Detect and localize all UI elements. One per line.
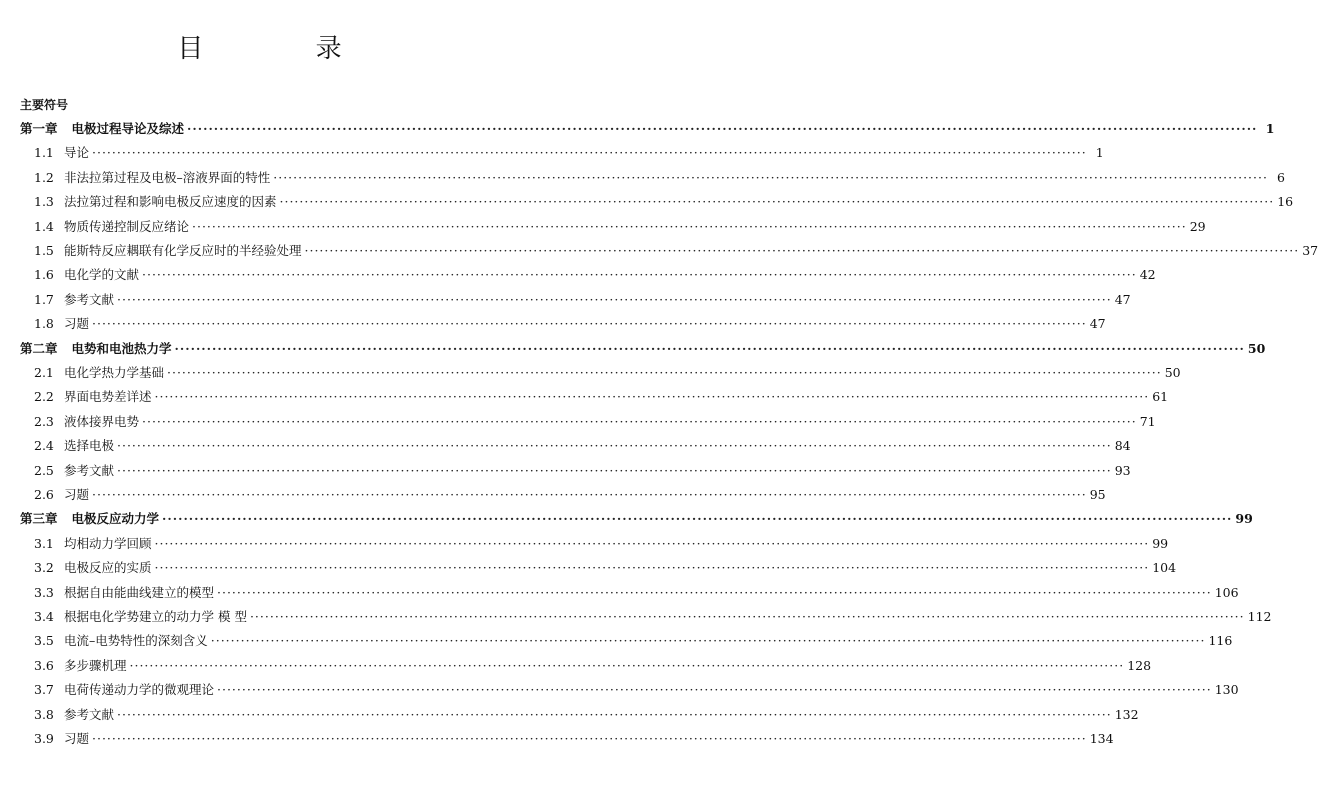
dot-leader: ········································································································································································································ <box>154 535 1150 551</box>
entry-page-number: 16 <box>1277 194 1294 210</box>
toc-chapter-entry <box>20 337 1266 361</box>
toc-section-entry <box>34 190 1294 214</box>
entry-title: 根据自由能曲线建立的模型 <box>64 584 215 600</box>
entry-page-number: 1 <box>1265 121 1275 136</box>
toc-section-entry <box>34 483 1106 507</box>
toc-section-entry <box>34 239 1318 263</box>
entry-page-number: 93 <box>1114 462 1131 478</box>
entry-number: 3.7 <box>34 682 54 698</box>
entry-number: 3.3 <box>34 584 54 600</box>
entry-number: 3.6 <box>34 657 54 673</box>
entry-number: 2.3 <box>34 413 54 429</box>
toc-section-entry <box>34 263 1156 287</box>
entry-title: 电流–电势特性的深刻含义 <box>64 633 208 649</box>
entry-number: 3.4 <box>34 609 54 624</box>
entry-number: 1.5 <box>34 243 54 258</box>
entry-number: 3.1 <box>34 535 54 551</box>
entry-page-number: 61 <box>1152 389 1169 405</box>
toc-section-entry <box>34 629 1233 653</box>
dot-leader: ········································································································································································································ <box>210 633 1206 649</box>
symbols-heading: 主要符号 <box>20 98 69 112</box>
entry-page-number: 134 <box>1089 731 1114 746</box>
entry-title: 参考文献 <box>64 291 115 307</box>
dot-leader: ········································································································································································································ <box>162 511 1233 527</box>
toc-section-entry <box>34 141 1104 165</box>
entry-page-number: 130 <box>1214 682 1239 698</box>
entry-page-number: 106 <box>1214 584 1239 600</box>
toc-section-entry <box>34 556 1177 580</box>
entry-page-number: 47 <box>1114 291 1131 307</box>
dot-leader: ········································································································································································································ <box>167 365 1162 380</box>
entry-page-number: 95 <box>1089 487 1106 502</box>
entry-number: 2.1 <box>34 365 54 380</box>
entry-title: 多步骤机理 <box>64 657 127 673</box>
toc-section-entry <box>34 288 1131 312</box>
entry-number: 第二章 <box>20 340 58 356</box>
toc-section-entry <box>34 361 1181 385</box>
toc-chapter-entry <box>20 507 1253 531</box>
entry-page-number: 50 <box>1164 365 1181 380</box>
toc-section-entry <box>34 215 1206 239</box>
entry-page-number: 71 <box>1139 413 1156 429</box>
dot-leader: ········································································································································································································ <box>92 487 1087 502</box>
toc-section-entry <box>34 605 1272 629</box>
entry-number: 1.2 <box>34 169 54 185</box>
entry-title: 选择电极 <box>64 438 115 454</box>
entry-page-number: 104 <box>1152 560 1177 576</box>
entry-title: 液体接界电势 <box>64 413 140 429</box>
entry-number: 1.6 <box>34 267 54 283</box>
toc-section-entry <box>34 581 1239 605</box>
entry-number: 1.4 <box>34 218 54 234</box>
toc-section-entry <box>34 654 1152 678</box>
entry-page-number: 50 <box>1247 340 1266 356</box>
entry-title: 电极反应动力学 <box>71 511 160 527</box>
entry-title: 非法拉第过程及电极–溶液界面的特性 <box>64 169 271 185</box>
toc-section-entry <box>34 703 1139 727</box>
entry-number: 2.6 <box>34 487 54 502</box>
entry-page-number: 47 <box>1089 316 1106 332</box>
toc-section-entry <box>34 410 1156 434</box>
dot-leader: ········································································································································································································ <box>249 609 1245 624</box>
entry-title: 电极过程导论及综述 <box>71 121 185 136</box>
dot-leader: ········································································································································································································ <box>217 584 1212 600</box>
dot-leader: ········································································································································································································ <box>279 194 1275 210</box>
entry-number: 2.5 <box>34 462 54 478</box>
entry-title: 能斯特反应耦联有化学反应时的半经验处理 <box>64 243 302 258</box>
toc-section-entry <box>34 678 1239 702</box>
entry-title: 电荷传递动力学的微观理论 <box>64 682 215 698</box>
entry-page-number: 132 <box>1114 706 1139 722</box>
toc-chapter-entry <box>20 117 1275 141</box>
entry-title: 电极反应的实质 <box>64 560 152 576</box>
entry-page-number: 37 <box>1302 243 1318 258</box>
dot-leader: ········································································································································································································ <box>129 657 1125 673</box>
toc-section-entry <box>34 532 1169 556</box>
entry-number: 1.1 <box>34 145 54 161</box>
entry-page-number: 99 <box>1235 511 1253 527</box>
entry-title: 均相动力学回顾 <box>64 535 152 551</box>
dot-leader: ········································································································································································································ <box>117 291 1112 307</box>
entry-page-number: 128 <box>1127 657 1152 673</box>
entry-number: 1.7 <box>34 291 54 307</box>
toc-section-entry <box>34 459 1131 483</box>
dot-leader: ········································································································································································································ <box>117 706 1112 722</box>
entry-page-number: 29 <box>1189 218 1206 234</box>
entry-title: 习题 <box>64 316 90 332</box>
entry-page-number: 42 <box>1139 267 1156 283</box>
dot-leader: ········································································································································································································ <box>117 462 1112 478</box>
entry-page-number: 112 <box>1247 609 1272 624</box>
entry-number: 3.2 <box>34 560 54 576</box>
dot-leader: ········································································································································································································ <box>192 218 1187 234</box>
dot-leader: ········································································································································································································ <box>154 389 1150 405</box>
dot-leader: ········································································································································································································ <box>92 145 1087 161</box>
toc-section-entry <box>34 434 1131 458</box>
dot-leader: ········································································································································································································ <box>217 682 1212 698</box>
entry-title: 界面电势差详述 <box>64 389 152 405</box>
page-title: 目 录 <box>177 34 394 64</box>
entry-title: 根据电化学势建立的动力学 模 型 <box>64 609 247 624</box>
dot-leader: ········································································································································································································ <box>273 169 1268 185</box>
dot-leader: ········································································································································································································ <box>142 267 1137 283</box>
entry-title: 电势和电池热力学 <box>71 340 172 356</box>
entry-title: 物质传递控制反应绪论 <box>64 218 190 234</box>
dot-leader: ········································································································································································································ <box>117 438 1112 454</box>
entry-page-number: 1 <box>1095 145 1104 161</box>
toc-section-entry <box>34 727 1114 751</box>
entry-title: 参考文献 <box>64 462 115 478</box>
entry-title: 电化学热力学基础 <box>64 365 165 380</box>
dot-leader: ········································································································································································································ <box>304 243 1300 258</box>
dot-leader: ········································································································································································································ <box>142 413 1137 429</box>
dot-leader: ········································································································································································································ <box>187 121 1258 136</box>
entry-title: 法拉第过程和影响电极反应速度的因素 <box>64 194 277 210</box>
dot-leader: ········································································································································································································ <box>154 560 1150 576</box>
toc-section-entry <box>34 385 1169 409</box>
toc-section-entry <box>34 312 1106 336</box>
entry-number: 1.8 <box>34 316 54 332</box>
entry-title: 习题 <box>64 487 90 502</box>
entry-page-number: 116 <box>1208 633 1233 649</box>
toc-section-entry <box>34 166 1285 190</box>
dot-leader: ········································································································································································································ <box>174 340 1245 356</box>
entry-number: 第三章 <box>20 511 58 527</box>
entry-number: 2.4 <box>34 438 54 454</box>
entry-page-number: 6 <box>1277 169 1285 185</box>
entry-title: 习题 <box>64 731 90 746</box>
entry-title: 电化学的文献 <box>64 267 140 283</box>
entry-number: 1.3 <box>34 194 54 210</box>
entry-page-number: 84 <box>1114 438 1131 454</box>
entry-number: 第一章 <box>20 121 58 136</box>
entry-number: 2.2 <box>34 389 54 405</box>
dot-leader: ········································································································································································································ <box>92 316 1087 332</box>
entry-number: 3.9 <box>34 731 54 746</box>
entry-number: 3.5 <box>34 633 54 649</box>
entry-number: 3.8 <box>34 706 54 722</box>
entry-title: 参考文献 <box>64 706 115 722</box>
entry-title: 导论 <box>64 145 90 161</box>
dot-leader: ········································································································································································································ <box>92 731 1087 746</box>
entry-page-number: 99 <box>1152 535 1169 551</box>
